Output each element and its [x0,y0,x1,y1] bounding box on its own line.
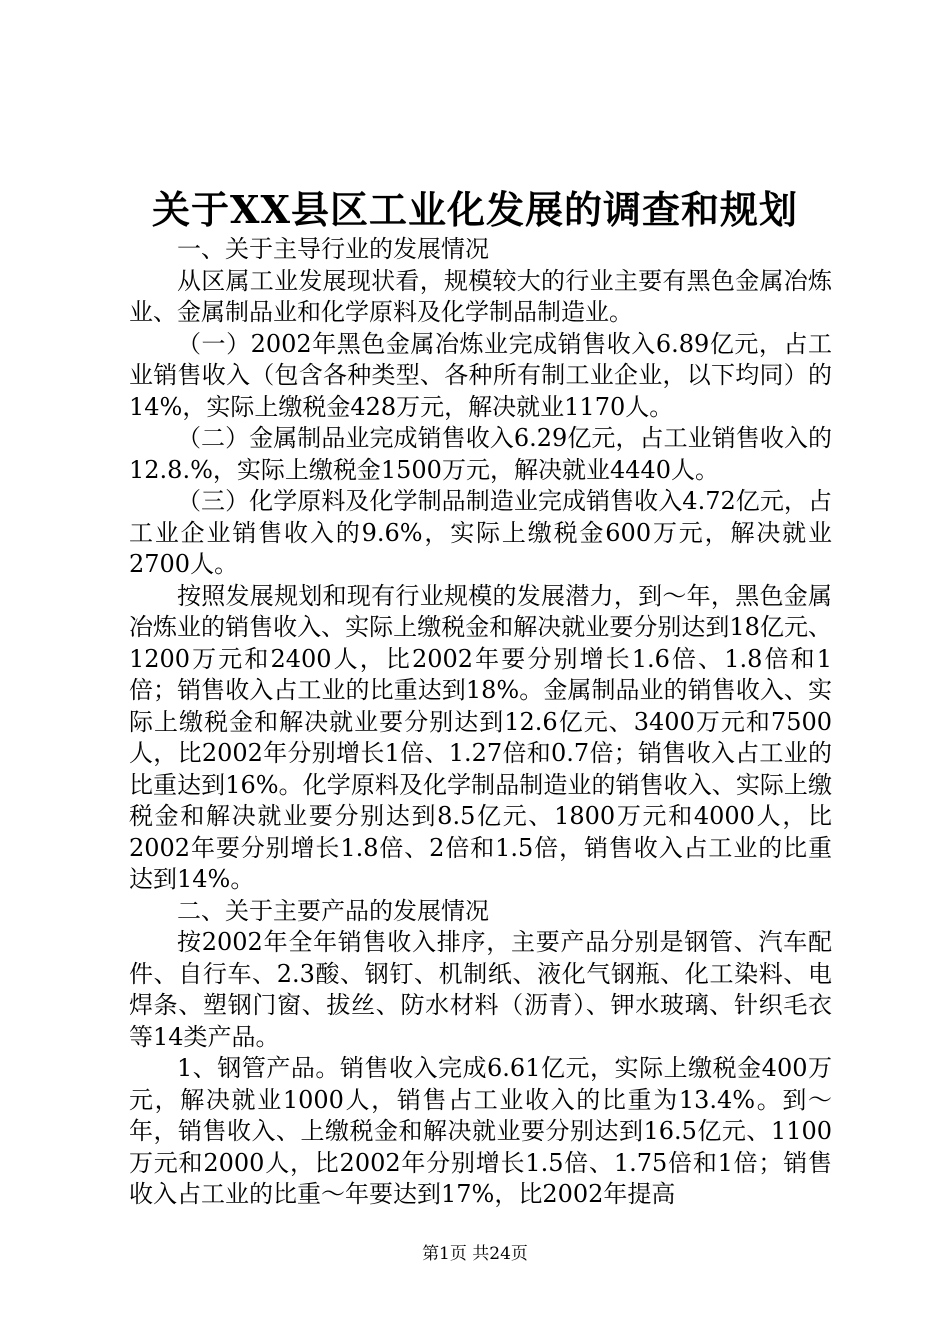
paragraph-item-3: （三）化学原料及化学制品制造业完成销售收入4.72亿元，占工业企业销售收入的9.6%，实际上缴税金600万元，解决就业2700人。 [129,487,832,578]
paragraph-item-1: （一）2002年黑色金属冶炼业完成销售收入6.89亿元，占工业销售收入（包含各种类型、各种所有制工业企业，以下均同）的14%，实际上缴税金428万元，解决就业1170人。 [129,329,832,421]
section-heading-2: 二、关于主要产品的发展情况 [177,896,489,925]
document-body [129,234,832,1211]
paragraph-steel-pipe: 1、钢管产品。销售收入完成6.61亿元，实际上缴税金400万元，解决就业1000人，销售占工业收入的比重为13.4%。到～年，销售收入、上缴税金和解决就业要分别达到16.5亿元、1100万元和2000人，比2002年分别增长1.5倍、1.75倍和1倍；销售收入占工业的比重～年要达到17%，比2002年提高 [129,1054,832,1208]
section-heading-1: 一、关于主导行业的发展情况 [177,235,489,263]
document-title: 关于XX县区工业化发展的调查和规划 [152,187,798,232]
paragraph-intro: 从区属工业发展现状看，规模较大的行业主要有黑色金属冶炼业、金属制品业和化学原料及化学制品制造业。 [129,266,832,326]
paragraph-item-2: （二）金属制品业完成销售收入6.29亿元，占工业销售收入的12.8.%，实际上缴税金1500万元，解决就业4440人。 [129,424,832,484]
page-number-footer: 第1页 共24页 [422,1244,528,1264]
paragraph-plan: 按照发展规划和现有行业规模的发展潜力，到～年，黑色金属冶炼业的销售收入、实际上缴税金和解决就业要分别达到18亿元、1200万元和2400人，比2002年要分别增长1.6倍、1.8倍和1倍；销售收入占工业的比重达到18%。金属制品业的销售收入、实际上缴税金和解决就业要分别达到12.6亿元、3400万元和7500人，比2002年分别增长1倍、1.27倍和0.7倍；销售收入占工业的比重达到16%。化学原料及化学制品制造业的销售收入、实际上缴税金和解决就业要分别达到8.5亿元、1800万元和4000人，比2002年要分别增长1.8倍、2倍和1.5倍，销售收入占工业的比重达到14%。 [129,581,832,893]
paragraph-products: 按2002年全年销售收入排序，主要产品分别是钢管、汽车配件、自行车、2.3酸、钢钉、机制纸、液化气钢瓶、化工染料、电焊条、塑钢门窗、拔丝、防水材料（沥青）、钾水玻璃、针织毛衣等14类产品。 [129,928,832,1051]
